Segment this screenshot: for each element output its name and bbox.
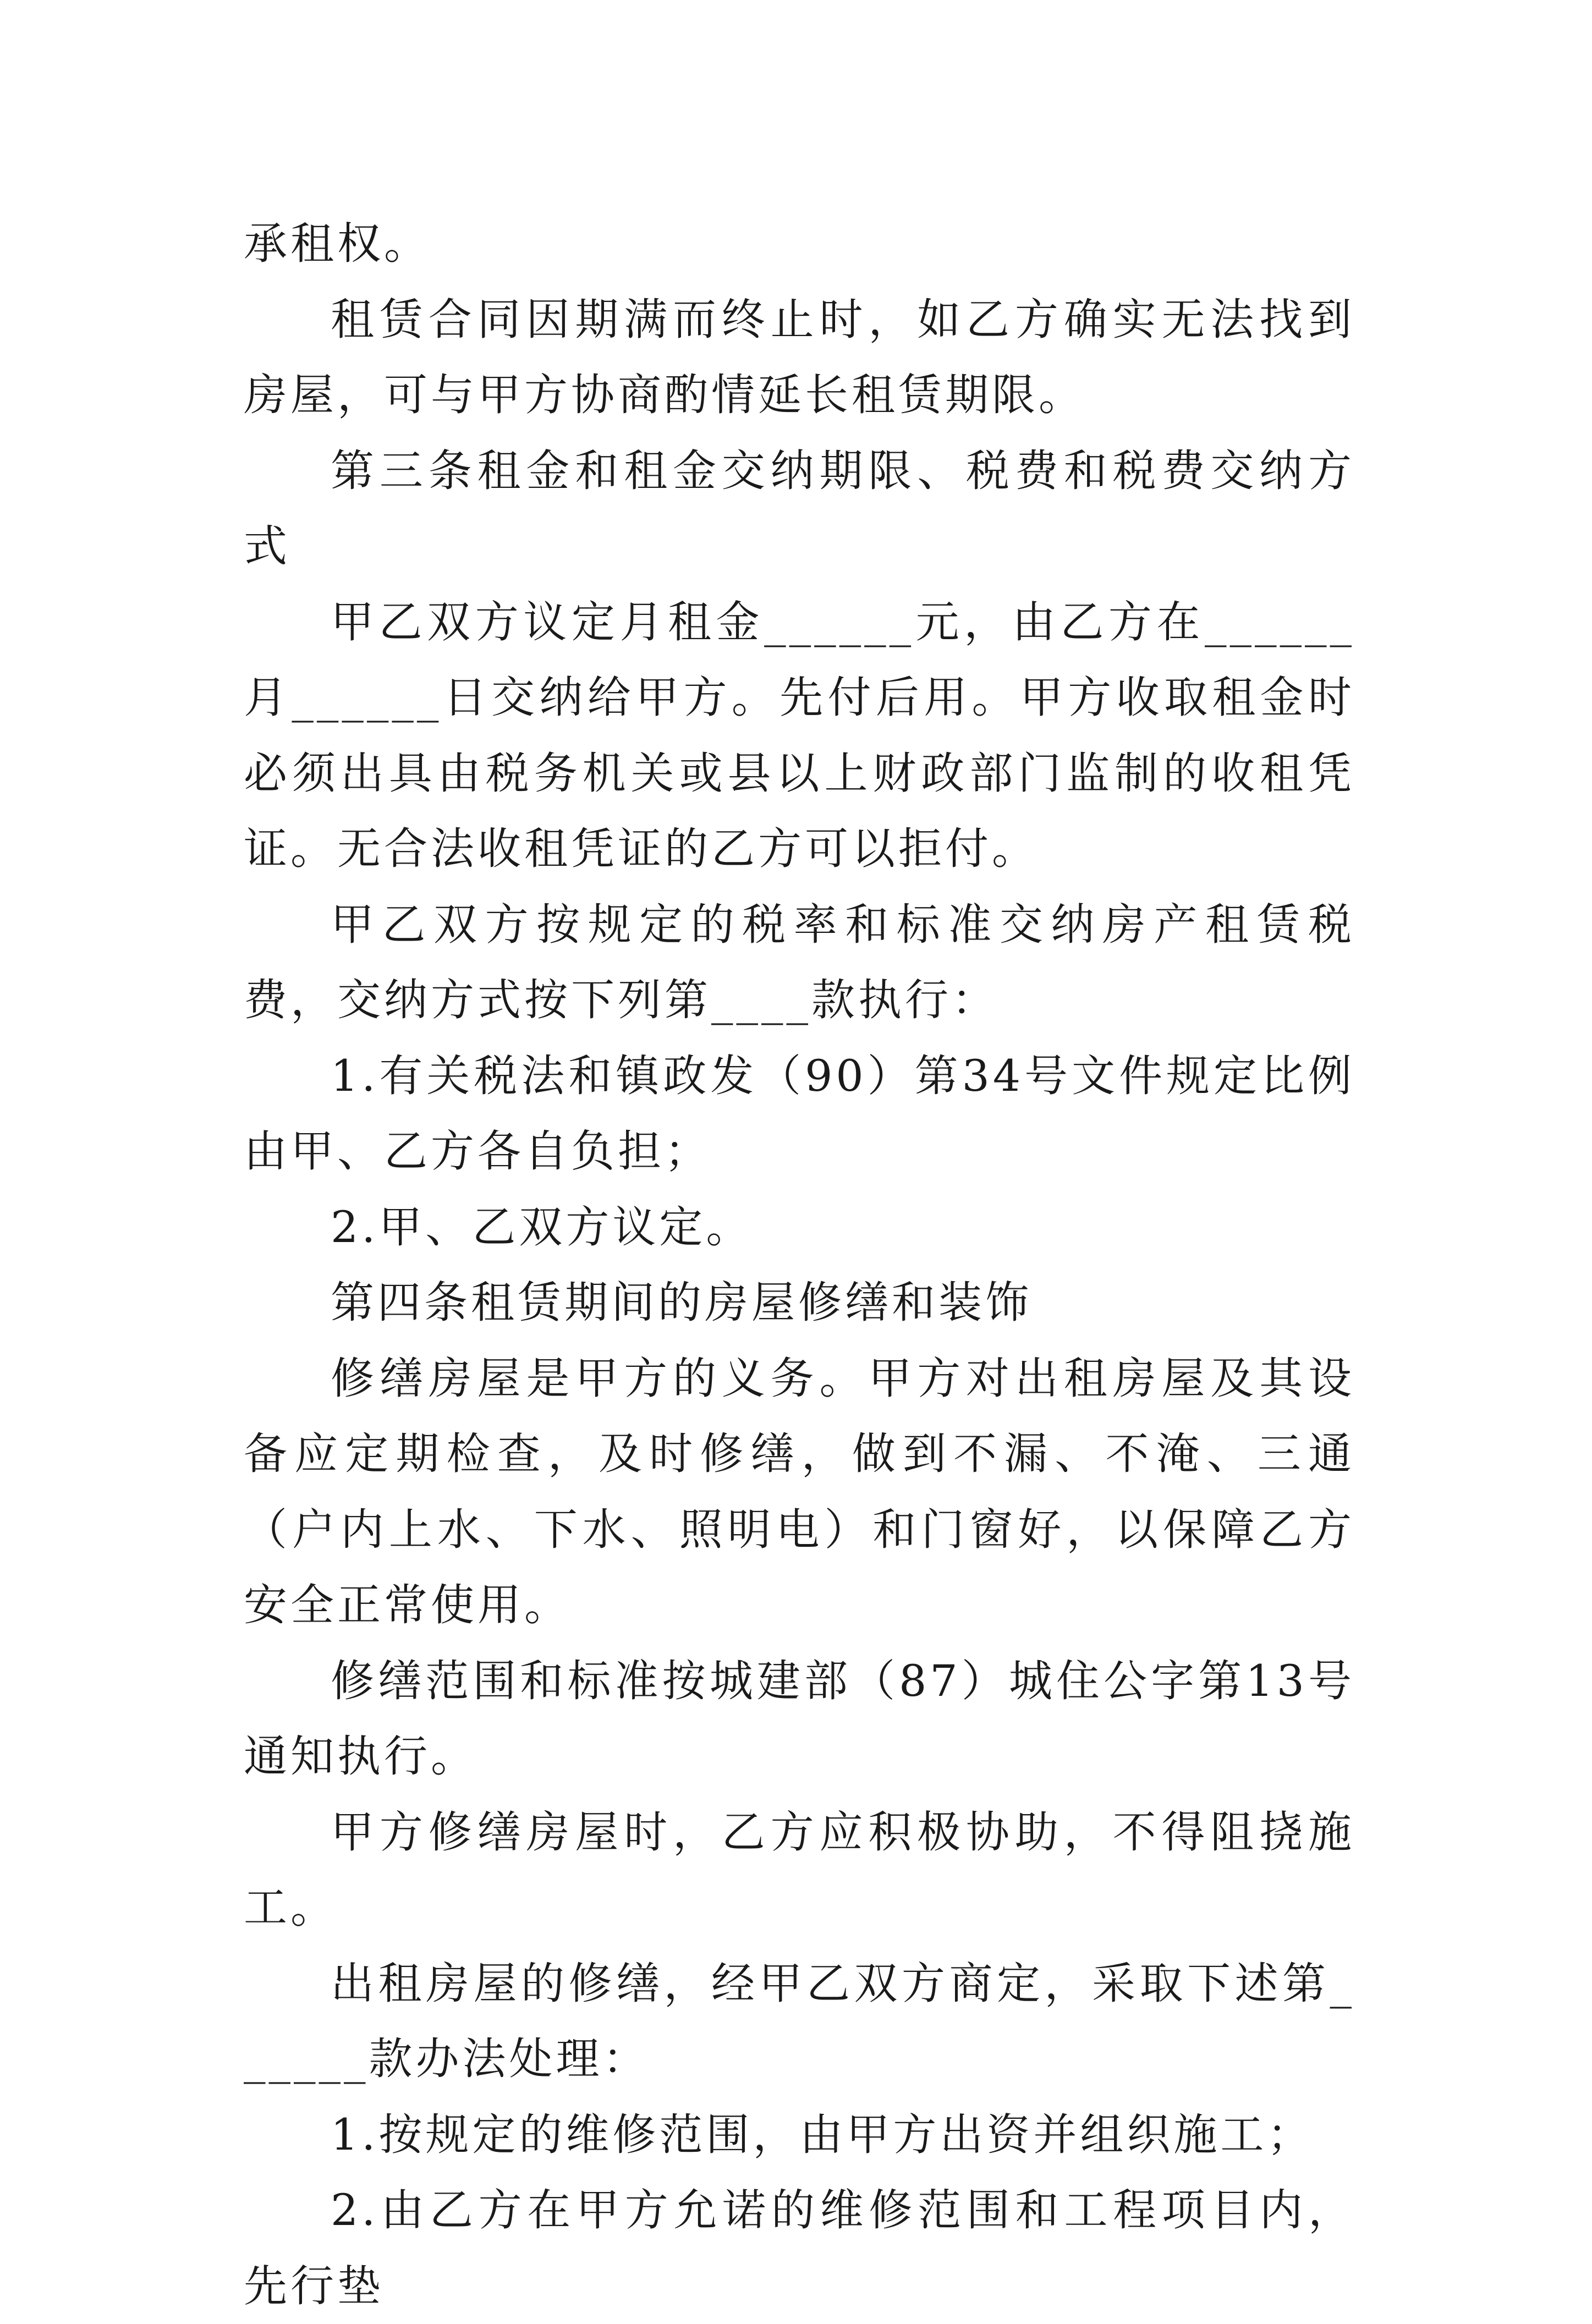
paragraph-2: 租赁合同因期满而终止时，如乙方确实无法找到房屋，可与甲方协商酌情延长租赁期限。	[244, 294, 1355, 420]
tax-option-2: 2.甲、乙双方议定。	[331, 1201, 753, 1252]
document-body	[244, 206, 1355, 2324]
tax-option-1: 1.有关税法和镇政发（90）第34号文件规定比例由甲、乙方各自负担；	[244, 1050, 1355, 1177]
paragraph-1: 承租权。	[244, 218, 431, 269]
paragraph-repair-scope: 修缮范围和标准按城建部（87）城住公字第13号通知执行。	[244, 1655, 1355, 1782]
repair-option-2: 2.由乙方在甲方允诺的维修范围和工程项目内，先行垫	[244, 2185, 1355, 2311]
paragraph-tax: 甲乙双方按规定的税率和标准交纳房产租赁税费，交纳方式按下列第____款执行：	[244, 899, 1355, 1025]
repair-option-1: 1.按规定的维修范围，由甲方出资并组织施工；	[331, 2109, 1314, 2160]
paragraph-rent: 甲乙双方议定月租金______元，由乙方在______月______日交纳给甲方。先付后用。甲方收取租金时必须出具由税务机关或县以上财政部门监制的收租凭证。无合法收租凭证的乙方可以拒付。	[244, 596, 1355, 874]
paragraph-repair-method: 出租房屋的修缮，经甲乙双方商定，采取下述第______款办法处理：	[244, 1958, 1355, 2084]
paragraph-repair-duty: 修缮房屋是甲方的义务。甲方对出租房屋及其设备应定期检查，及时修缮，做到不漏、不淹、三通（户内上水、下水、照明电）和门窗好，以保障乙方安全正常使用。	[244, 1353, 1355, 1630]
article-4-heading: 第四条租赁期间的房屋修缮和装饰	[331, 1277, 1032, 1328]
paragraph-repair-assist: 甲方修缮房屋时，乙方应积极协助，不得阻挠施工。	[244, 1806, 1355, 1933]
article-3-heading: 第三条租金和租金交纳期限、税费和税费交纳方式	[244, 445, 1355, 572]
